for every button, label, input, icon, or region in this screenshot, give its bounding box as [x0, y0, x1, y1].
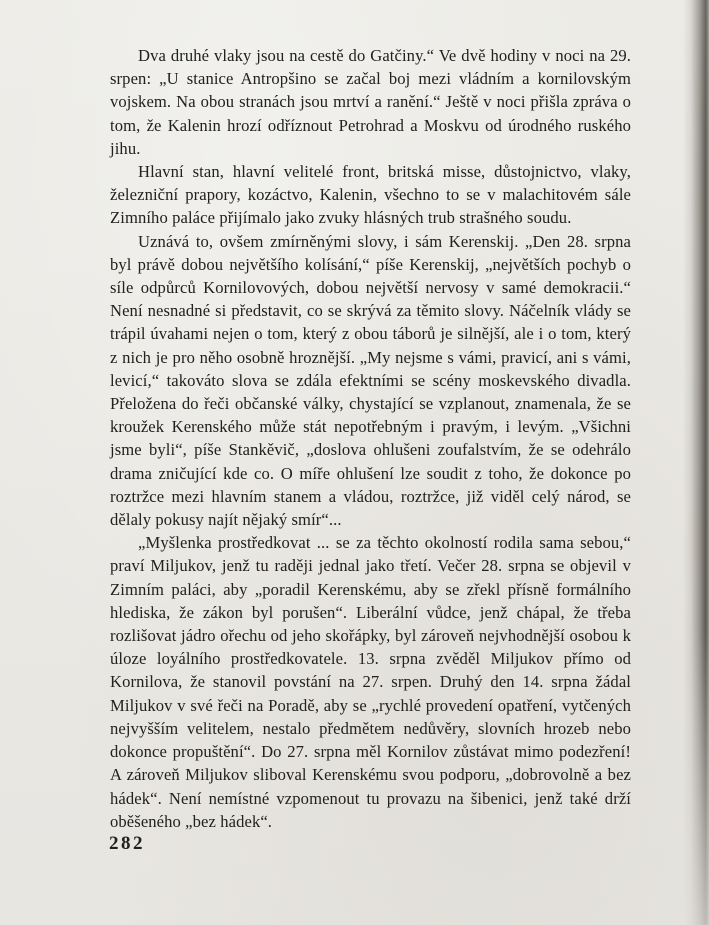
paragraph: Dva druhé vlaky jsou na cestě do Gatčiny.“ Ve dvě hodiny v noci na 29. srpen: „U stanice Antropšino se začal boj mezi vládním a kornilovským vojskem. Na obou stranách jsou mrtví a ranění.“ Ještě v noci přišla zpráva o tom, že Kalenin hrozí odříznout Petrohrad a Moskvu od úrodného ruského jihu. [110, 46, 631, 158]
paragraph: „Myšlenka prostředkovat ... se za těchto okolností rodila sama sebou,“ praví Miljukov, jenž tu raději jednal jako třetí. Večer 28. srpna se objevil v Zimním paláci, aby „poradil Kerenskému, aby se zřekl přísně formálního hlediska, že zákon byl porušen“. Liberální vůdce, jenž chápal, že třeba rozlišovat jádro ořechu od jeho skořápky, byl zároveň nejvhodnější osobou k úloze loyálního prostředkovatele. 13. srpna zvěděl Miljukov přímo od Kornilova, že stanovil povstání na 27. srpen. Druhý den 14. srpna žádal Miljukov v své řeči na Poradě, aby se „rychlé provedení opatření, vytčených nejvyšším velitelem, nestalo předmětem nedůvěry, slovních hrozeb nebo dokonce propuštění“. Do 27. srpna měl Kornilov zůstávat mimo podezření! A zároveň Miljukov sliboval Kerenskému svou podporu, „dobrovolně a bez hádek“. Není nemístné vzpomenout tu provazu na šibenici, jenž také drží oběšeného „bez hádek“. [110, 533, 631, 831]
page-gutter-shadow [683, 0, 709, 925]
paragraph: Hlavní stan, hlavní velitelé front, britská misse, důstojnictvo, vlaky, železniční prapory, kozáctvo, Kalenin, všechno to se v malachitovém sále Zimního paláce přijímalo jako zvuky hlásných trub strašného soudu. [110, 162, 631, 228]
paragraph: Uznává to, ovšem zmírněnými slovy, i sám Kerenskij. „Den 28. srpna byl právě dobou největšího kolísání,“ píše Kerenskij, „největších pochyb o síle odpůrců Kornilovových, dobou největší nervosy v samé demokracii.“ Není nesnadné si představit, co se skrývá za těmito slovy. Náčelník vlády se trápil úvahami nejen o tom, který z obou táborů je silnější, ale i o tom, který z nich je pro něho osobně hroznější. „My nejsme s vámi, pravicí, ani s vámi, levicí,“ takováto slova se zdála efektními se scény moskevského divadla. Přeložena do řeči občanské války, chystající se vzplanout, znamenala, že se kroužek Kerenského může stát nepotřebným i pravým, i levým. „Všichni jsme byli“, píše Stankěvič, „doslova ohlušeni zoufalstvím, že se odehrálo drama zničující kde co. O míře ohlušení lze soudit z toho, že dokonce po roztržce mezi hlavním stanem a vládou, roztržce, již viděl celý národ, se dělaly pokusy najít nějaký smír“... [110, 231, 631, 530]
page-number: 282 [109, 833, 145, 854]
body-text [110, 44, 631, 833]
